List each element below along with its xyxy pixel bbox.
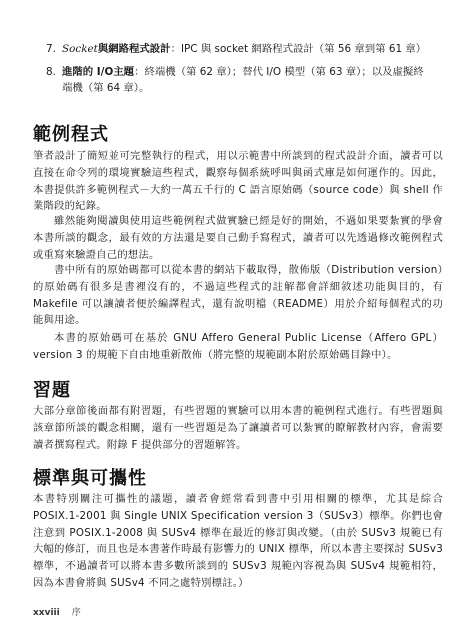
- list-title: 進階的 I/O: [62, 65, 114, 78]
- paragraph: 大部分章節後面都有附習題，有些習題的實驗可以用本書的範例程式進行。有些習題與該章節所談的觀念相關，還有一些習題是為了讓讀者可以紮實的瞭解教材內容，會需要讀者撰寫程式。附錄 F 提供部分的習題解答。: [33, 405, 443, 451]
- list-text: [62, 41, 434, 58]
- section-heading-standards: 標準與可攜性: [33, 468, 147, 489]
- list-text: [62, 64, 434, 97]
- paragraph: 雖然能夠閱讀與使用這些範例程式做實驗已經是好的開始，不過如果要紮實的學會本書所談的觀念，最有效的方法還是要自己動手寫程式，讀者可以先透過修改範例程式或重寫來驗證自己的想法。: [33, 215, 443, 261]
- list-number: 8.: [46, 65, 56, 78]
- section-heading-exercises: 習題: [33, 380, 71, 401]
- list-title: Socket: [62, 43, 98, 55]
- section-heading-examples: 範例程式: [33, 124, 109, 145]
- paragraph: 本書特別關注可攜性的議題，讀者會經常看到書中引用相關的標準，尤其是綜合 POSIX.1-2001 與 Single UNIX Specification version 3（SUSv3）標準。你們也會注意到 POSIX.1-2008 與 SUSv4 標準在最近的修訂與改變。（由於 SUSv3 規範已有大幅的修訂，而且也是本書著作時最有影響力的 UNIX 標準，所以本書主要探討 SUSv3 標準，不過讀者可以將本書多數所談到的 SUSv3 規範內容視為與 SUSv4 規範相符，因為本書會將與 SUSv4 不同之處特別標註。）: [33, 493, 443, 589]
- list-title-rest: 與網路程式設計: [97, 43, 171, 55]
- list-body: ：IPC 與 socket 網路程式設計（第 56 章到第 61 章）: [170, 43, 427, 55]
- list-item: [46, 64, 434, 97]
- list-item: [46, 41, 434, 58]
- chapter-list: [46, 41, 434, 103]
- list-number: 7.: [46, 43, 56, 55]
- paragraph: 書中所有的原始碼都可以從本書的網站下載取得，散佈版（Distribution version）的原始碼有很多是書裡沒有的，不過這些程式的註解都會詳細敘述功能與目的，有 Makefile 可以讓讀者便於編譯程式，還有說明檔（README）用於介紹每個程式的功能與用途。: [33, 264, 443, 327]
- paragraph: 筆者設計了簡短並可完整執行的程式，用以示範書中所談到的程式設計介面，讀者可以直接在命令列的環境實驗這些程式，觀察每個系統呼叫與函式庫是如何運作的。因此，本書提供許多範例程式－大約一萬五千行的 C 語言原始碼（source code）與 shell 作業階段的紀錄。: [33, 150, 443, 213]
- footer-section: 序: [71, 608, 81, 618]
- list-body: ：終端機（第 62 章）；替代 I/O 模型（第 63 章）；以及虛擬終端機（第 64 章）。: [62, 65, 424, 95]
- list-title-rest: 主題: [113, 65, 135, 78]
- page-number: xxviii: [33, 608, 60, 618]
- paragraph: 本書的原始碼可在基於 GNU Affero General Public License（Affero GPL）version 3 的規範下自由地重新散佈（將完整的規範副本附於原始碼目錄中）。: [33, 332, 443, 361]
- page-footer: [33, 605, 81, 618]
